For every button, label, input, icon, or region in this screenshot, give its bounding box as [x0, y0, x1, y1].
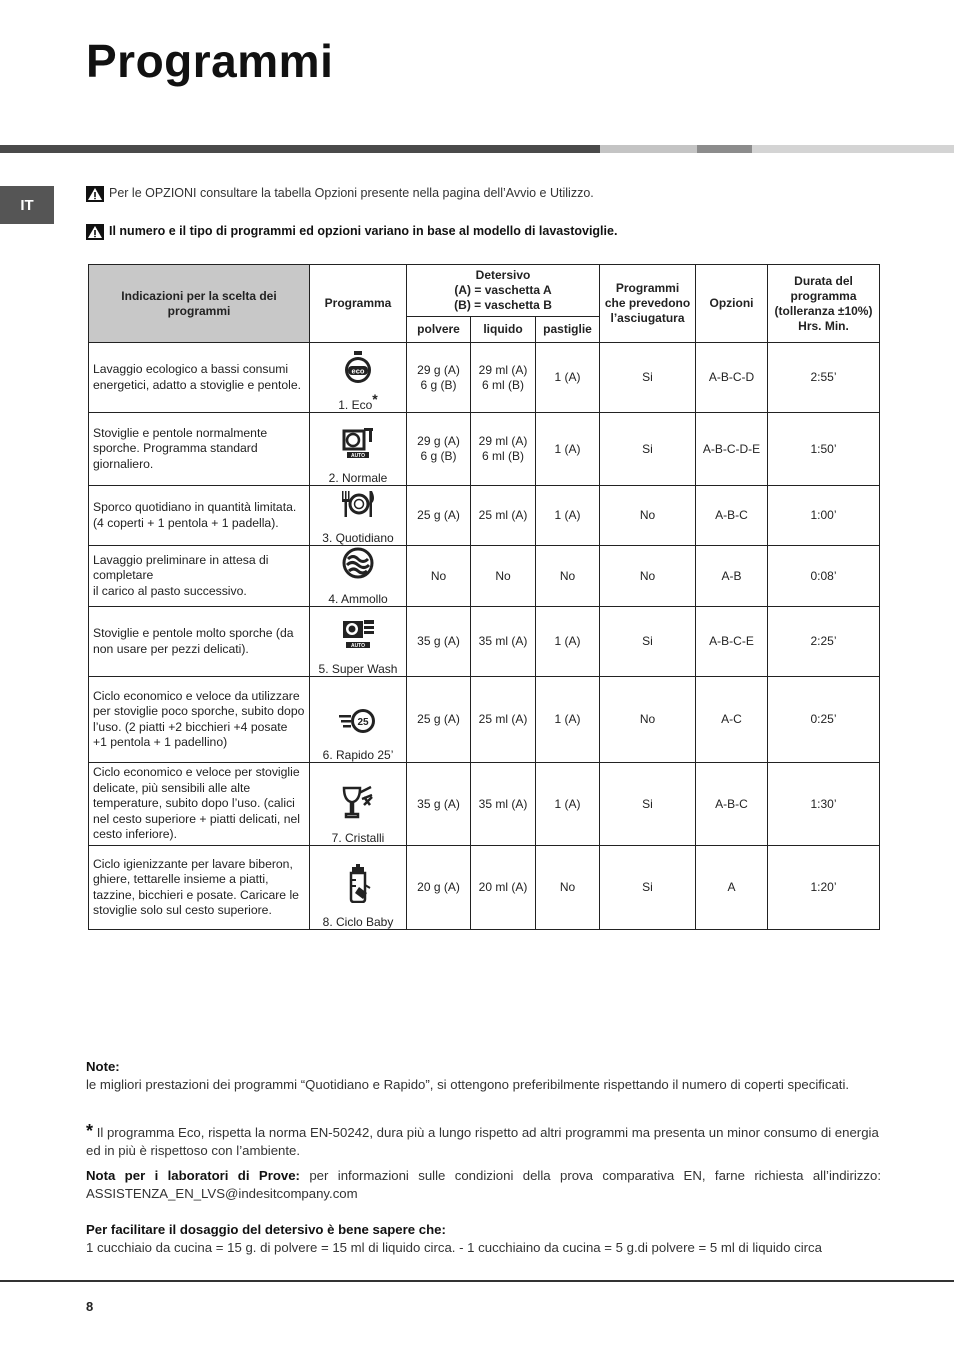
super-wash-icon [314, 616, 402, 653]
program-description: Sporco quotidiano in quantità limitata. (4 coperti + 1 pentola + 1 padella). [89, 486, 310, 546]
tablets-value: 1 (A) [536, 343, 600, 413]
header-description: Indicazioni per la scelta dei programmi [89, 265, 310, 343]
eco-note [86, 1122, 881, 1160]
liquid-value: 20 ml (A) [471, 846, 536, 930]
table-row [89, 607, 880, 677]
warning-icon [86, 224, 104, 240]
page-number: 8 [86, 1299, 94, 1314]
header-options: Opzioni [696, 265, 768, 343]
program-cell [310, 846, 407, 930]
program-description: Lavaggio ecologico a bassi consumi energetici, adatto a stoviglie e pentole. [89, 343, 310, 413]
liquid-value: 35 ml (A) [471, 763, 536, 846]
note-label: Note: [86, 1059, 120, 1074]
program-cell [310, 413, 407, 486]
program-star: * [372, 391, 378, 407]
tablets-value: 1 (A) [536, 413, 600, 486]
drying-value: No [600, 546, 696, 607]
language-tab: IT [0, 186, 54, 224]
model-warning-text: Il numero e il tipo di programmi ed opzioni variano in base al modello di lavastoviglie. [109, 224, 618, 238]
lab-note-label: Nota per i laboratori di Prove: [86, 1168, 300, 1183]
powder-value: 20 g (A) [407, 846, 471, 930]
note-text: le migliori prestazioni dei programmi “Quotidiano e Rapido”, si ottengono preferibilmente rispettando il numero di coperti specificati. [86, 1077, 850, 1092]
duration-value: 0:08’ [768, 546, 880, 607]
header-duration: Durata del programma (tolleranza ±10%) Hrs. Min. [768, 265, 880, 343]
header-drying: Programmi che prevedono l’asciugatura [600, 265, 696, 343]
eco-star: * [86, 1121, 94, 1141]
liquid-value: 35 ml (A) [471, 607, 536, 677]
rapid-25-icon [314, 706, 402, 739]
note-block [86, 1058, 881, 1094]
baby-bottle-icon [314, 863, 402, 906]
header-detergent: Detersivo (A) = vaschetta A (B) = vaschetta B [407, 265, 600, 317]
program-description: Ciclo igienizzante per lavare biberon, ghiere, tettarelle insieme a piatti, tazzine, bicchieri e posate. Caricare le stoviglie solo sul cesto superiore. [89, 846, 310, 930]
liquid-value: No [471, 546, 536, 607]
program-description: Ciclo economico e veloce da utilizzare per stoviglie poco sporche, subito dopo l’uso. (2 piatti +2 bicchieri +4 posate +1 pentola + 1 padellino) [89, 677, 310, 763]
options-warning-text: Per le OPZIONI consultare la tabella Opzioni presente nella pagina dell’Avvio e Utilizzo. [109, 186, 594, 200]
drying-value: Si [600, 763, 696, 846]
program-description: Ciclo economico e veloce per stoviglie delicate, più sensibili alle alte temperature, subito dopo l’uso. (calici nel cesto superiore + piatti delicati, nel cesto inferiore). [89, 763, 310, 846]
tablets-value: No [536, 846, 600, 930]
options-value: A-B-C [696, 486, 768, 546]
powder-value: 29 g (A) 6 g (B) [407, 413, 471, 486]
programs-table [88, 264, 880, 930]
tablets-value: 1 (A) [536, 677, 600, 763]
dosage-text: 1 cucchiaio da cucina = 15 g. di polvere = 15 ml di liquido circa. - 1 cucchiaino da cucina = 5 g.di polvere = 5 ml di liquido circa [86, 1240, 822, 1255]
options-value: A [696, 846, 768, 930]
powder-value: 25 g (A) [407, 677, 471, 763]
powder-value: 29 g (A) 6 g (B) [407, 343, 471, 413]
header-tablets: pastiglie [536, 317, 600, 343]
dosage-label: Per facilitare il dosaggio del detersivo è bene sapere che: [86, 1222, 446, 1237]
model-warning [86, 224, 617, 240]
glasses-icon [314, 785, 402, 822]
options-value: A-B-C-E [696, 607, 768, 677]
header-liquid: liquido [471, 317, 536, 343]
table-row [89, 677, 880, 763]
svg-text:AUTO: AUTO [350, 453, 366, 459]
svg-text:eco: eco [351, 366, 365, 376]
options-value: A-C [696, 677, 768, 763]
lab-note [86, 1167, 881, 1203]
normal-pot-icon [314, 425, 402, 462]
tablets-value: 1 (A) [536, 607, 600, 677]
dosage-note [86, 1221, 881, 1257]
tablets-value: 1 (A) [536, 763, 600, 846]
lab-note-text: per informazioni sulle condizioni della prova comparativa EN, farne richiesta all’indirizzo: ASSISTENZA_EN_LVS@indesitcompany.com [86, 1168, 881, 1201]
program-name: 6. Rapido 25’ [322, 748, 394, 762]
duration-value: 1:30’ [768, 763, 880, 846]
program-name: 5. Super Wash [318, 662, 398, 676]
program-description: Lavaggio preliminare in attesa di completare il carico al pasto successivo. [89, 546, 310, 607]
powder-value: 35 g (A) [407, 607, 471, 677]
program-cell [310, 677, 407, 763]
drying-value: Si [600, 343, 696, 413]
soak-icon [314, 546, 402, 583]
powder-value: 35 g (A) [407, 763, 471, 846]
program-name: 7. Cristalli [331, 831, 385, 845]
options-value: A-B [696, 546, 768, 607]
footer-divider [0, 1280, 954, 1282]
program-cell [310, 486, 407, 546]
options-value: A-B-C-D [696, 343, 768, 413]
page-title: Programmi [86, 35, 334, 87]
svg-text:25: 25 [357, 717, 369, 728]
program-description: Stoviglie e pentole molto sporche (da non usare per pezzi delicati). [89, 607, 310, 677]
program-name: 3. Quotidiano [322, 531, 394, 545]
options-value: A-B-C-D-E [696, 413, 768, 486]
liquid-value: 25 ml (A) [471, 486, 536, 546]
program-cell [310, 607, 407, 677]
table-row [89, 413, 880, 486]
liquid-value: 29 ml (A) 6 ml (B) [471, 343, 536, 413]
table-row [89, 763, 880, 846]
liquid-value: 25 ml (A) [471, 677, 536, 763]
drying-value: No [600, 486, 696, 546]
duration-value: 1:20’ [768, 846, 880, 930]
program-name: 8. Ciclo Baby [322, 915, 394, 929]
table-row [89, 546, 880, 607]
tablets-value: 1 (A) [536, 486, 600, 546]
liquid-value: 29 ml (A) 6 ml (B) [471, 413, 536, 486]
program-name: 2. Normale [328, 471, 388, 485]
options-value: A-B-C [696, 763, 768, 846]
table-row [89, 846, 880, 930]
duration-value: 2:25’ [768, 607, 880, 677]
powder-value: No [407, 546, 471, 607]
svg-text:AUTO: AUTO [350, 643, 366, 649]
drying-value: Si [600, 607, 696, 677]
program-cell [310, 546, 407, 607]
eco-note-text: Il programma Eco, rispetta la norma EN-50242, dura più a lungo rispetto ad altri programmi ma presenta un minor consumo di energia ed in più è rispettoso con l’ambiente. [86, 1125, 879, 1158]
header-program: Programma [310, 265, 407, 343]
table-row [89, 343, 880, 413]
duration-value: 1:00’ [768, 486, 880, 546]
duration-value: 2:55’ [768, 343, 880, 413]
header-color-bar [0, 145, 954, 153]
tablets-value: No [536, 546, 600, 607]
drying-value: No [600, 677, 696, 763]
program-name: 4. Ammollo [328, 592, 388, 606]
header-powder: polvere [407, 317, 471, 343]
table-row [89, 486, 880, 546]
eco-icon [314, 350, 402, 389]
duration-value: 0:25’ [768, 677, 880, 763]
drying-value: Si [600, 846, 696, 930]
warning-icon [86, 186, 104, 202]
powder-value: 25 g (A) [407, 486, 471, 546]
program-description: Stoviglie e pentole normalmente sporche. Programma standard giornaliero. [89, 413, 310, 486]
program-cell [310, 763, 407, 846]
options-warning [86, 186, 594, 202]
program-cell [310, 343, 407, 413]
duration-value: 1:50’ [768, 413, 880, 486]
program-name: 1. Eco [338, 398, 373, 412]
cutlery-icon [314, 489, 402, 522]
drying-value: Si [600, 413, 696, 486]
